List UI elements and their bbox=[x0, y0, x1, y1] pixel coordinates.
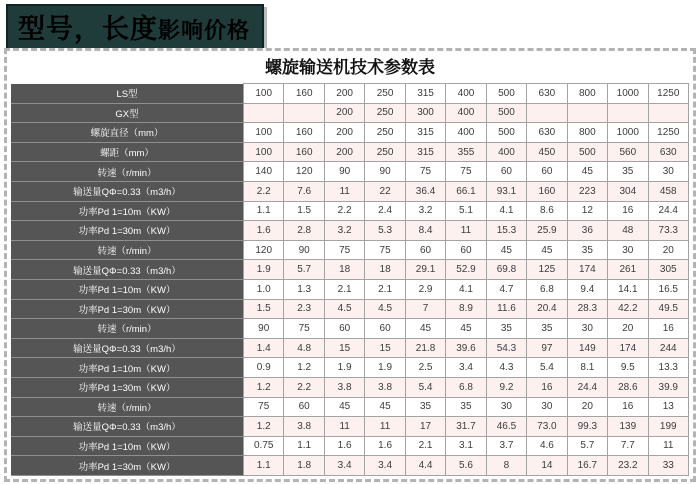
value-cell: 13.3 bbox=[648, 358, 688, 378]
value-cell: 8.4 bbox=[405, 221, 445, 241]
value-cell: 250 bbox=[365, 84, 405, 104]
row-label-cell: 转速（r/min） bbox=[11, 240, 244, 260]
banner-main-text: 型号，长度 bbox=[18, 14, 158, 44]
value-cell: 1.5 bbox=[284, 201, 324, 221]
value-cell: 500 bbox=[486, 123, 526, 143]
value-cell: 500 bbox=[567, 142, 607, 162]
value-cell: 1.9 bbox=[324, 358, 364, 378]
value-cell: 8.9 bbox=[446, 299, 486, 319]
value-cell: 160 bbox=[284, 142, 324, 162]
value-cell: 125 bbox=[527, 260, 567, 280]
value-cell: 60 bbox=[324, 319, 364, 339]
value-cell: 48 bbox=[608, 221, 648, 241]
value-cell: 16 bbox=[648, 319, 688, 339]
value-cell: 1.1 bbox=[284, 436, 324, 456]
value-cell: 35 bbox=[527, 319, 567, 339]
value-cell: 35 bbox=[486, 319, 526, 339]
value-cell: 1.2 bbox=[244, 417, 284, 437]
value-cell: 120 bbox=[244, 240, 284, 260]
value-cell: 4.4 bbox=[405, 456, 445, 476]
row-label-cell: 功率Pd 1=30m（KW） bbox=[11, 377, 244, 397]
value-cell: 1.2 bbox=[244, 377, 284, 397]
value-cell: 13 bbox=[648, 397, 688, 417]
value-cell: 9.2 bbox=[486, 377, 526, 397]
value-cell: 66.1 bbox=[446, 181, 486, 201]
value-cell: 3.4 bbox=[324, 456, 364, 476]
value-cell: 4.8 bbox=[284, 338, 324, 358]
value-cell: 223 bbox=[567, 181, 607, 201]
value-cell bbox=[648, 103, 688, 123]
value-cell: 2.2 bbox=[284, 377, 324, 397]
row-label-cell: 转速（r/min） bbox=[11, 319, 244, 339]
value-cell: 45 bbox=[486, 240, 526, 260]
value-cell: 5.4 bbox=[527, 358, 567, 378]
parameters-table bbox=[11, 83, 689, 476]
value-cell: 140 bbox=[244, 162, 284, 182]
value-cell: 160 bbox=[284, 123, 324, 143]
value-cell: 3.8 bbox=[324, 377, 364, 397]
value-cell: 97 bbox=[527, 338, 567, 358]
value-cell: 60 bbox=[365, 319, 405, 339]
value-cell: 49.5 bbox=[648, 299, 688, 319]
banner-sub-text: 影响价格 bbox=[158, 18, 251, 43]
value-cell: 14.1 bbox=[608, 279, 648, 299]
table-row bbox=[11, 84, 689, 104]
value-cell: 30 bbox=[486, 397, 526, 417]
value-cell: 4.7 bbox=[486, 279, 526, 299]
value-cell: 20 bbox=[567, 397, 607, 417]
value-cell: 250 bbox=[365, 103, 405, 123]
value-cell: 90 bbox=[244, 319, 284, 339]
row-label-cell: LS型 bbox=[11, 84, 244, 104]
value-cell: 8.6 bbox=[527, 201, 567, 221]
value-cell: 90 bbox=[365, 162, 405, 182]
value-cell: 28.3 bbox=[567, 299, 607, 319]
value-cell: 200 bbox=[324, 142, 364, 162]
value-cell: 5.7 bbox=[567, 436, 607, 456]
table-title: 螺旋输送机技术参数表 bbox=[265, 58, 435, 77]
value-cell: 1.5 bbox=[244, 299, 284, 319]
value-cell: 31.7 bbox=[446, 417, 486, 437]
value-cell: 42.2 bbox=[608, 299, 648, 319]
value-cell: 99.3 bbox=[567, 417, 607, 437]
value-cell: 5.3 bbox=[365, 221, 405, 241]
value-cell: 0.9 bbox=[244, 358, 284, 378]
value-cell: 16 bbox=[608, 201, 648, 221]
value-cell: 2.5 bbox=[405, 358, 445, 378]
value-cell: 800 bbox=[567, 84, 607, 104]
row-label-cell: 功率Pd 1=30m（KW） bbox=[11, 456, 244, 476]
parameters-table-body bbox=[11, 84, 689, 476]
value-cell: 7 bbox=[405, 299, 445, 319]
value-cell: 11 bbox=[324, 417, 364, 437]
value-cell: 100 bbox=[244, 84, 284, 104]
value-cell: 174 bbox=[608, 338, 648, 358]
value-cell: 75 bbox=[324, 240, 364, 260]
row-label-cell: 输送量QΦ=0.33（m3/h） bbox=[11, 417, 244, 437]
value-cell: 1.1 bbox=[244, 201, 284, 221]
value-cell: 4.1 bbox=[486, 201, 526, 221]
value-cell: 305 bbox=[648, 260, 688, 280]
table-row bbox=[11, 279, 689, 299]
value-cell: 1.0 bbox=[244, 279, 284, 299]
value-cell: 15 bbox=[324, 338, 364, 358]
value-cell: 244 bbox=[648, 338, 688, 358]
value-cell: 69.8 bbox=[486, 260, 526, 280]
table-row bbox=[11, 397, 689, 417]
value-cell: 60 bbox=[486, 162, 526, 182]
value-cell: 149 bbox=[567, 338, 607, 358]
value-cell: 11 bbox=[365, 417, 405, 437]
value-cell: 304 bbox=[608, 181, 648, 201]
value-cell: 500 bbox=[486, 84, 526, 104]
value-cell: 4.3 bbox=[486, 358, 526, 378]
row-label-cell: 功率Pd 1=10m（KW） bbox=[11, 358, 244, 378]
value-cell: 261 bbox=[608, 260, 648, 280]
table-row bbox=[11, 142, 689, 162]
value-cell: 1250 bbox=[648, 84, 688, 104]
value-cell: 100 bbox=[244, 142, 284, 162]
value-cell: 75 bbox=[405, 162, 445, 182]
value-cell: 4.6 bbox=[527, 436, 567, 456]
value-cell: 30 bbox=[527, 397, 567, 417]
value-cell: 33 bbox=[648, 456, 688, 476]
value-cell: 1.9 bbox=[365, 358, 405, 378]
value-cell: 0.75 bbox=[244, 436, 284, 456]
row-label-cell: 转速（r/min） bbox=[11, 162, 244, 182]
value-cell: 45 bbox=[567, 162, 607, 182]
row-label-cell: 输送量QΦ=0.33（m3/h） bbox=[11, 181, 244, 201]
value-cell: 14 bbox=[527, 456, 567, 476]
value-cell: 24.4 bbox=[648, 201, 688, 221]
value-cell: 160 bbox=[284, 84, 324, 104]
value-cell bbox=[244, 103, 284, 123]
value-cell bbox=[284, 103, 324, 123]
value-cell: 2.8 bbox=[284, 221, 324, 241]
value-cell: 199 bbox=[648, 417, 688, 437]
value-cell: 60 bbox=[446, 240, 486, 260]
value-cell: 3.4 bbox=[446, 358, 486, 378]
value-cell: 45 bbox=[365, 397, 405, 417]
value-cell: 120 bbox=[284, 162, 324, 182]
value-cell: 45 bbox=[527, 240, 567, 260]
row-label-cell: 输送量QΦ=0.33（m3/h） bbox=[11, 260, 244, 280]
table-row bbox=[11, 103, 689, 123]
value-cell: 46.5 bbox=[486, 417, 526, 437]
value-cell: 560 bbox=[608, 142, 648, 162]
value-cell: 15 bbox=[365, 338, 405, 358]
promo-banner bbox=[6, 4, 264, 51]
value-cell: 7.7 bbox=[608, 436, 648, 456]
value-cell: 2.4 bbox=[365, 201, 405, 221]
value-cell bbox=[527, 103, 567, 123]
value-cell: 16 bbox=[608, 397, 648, 417]
table-row bbox=[11, 436, 689, 456]
value-cell: 315 bbox=[405, 142, 445, 162]
value-cell: 2.2 bbox=[324, 201, 364, 221]
value-cell: 21.8 bbox=[405, 338, 445, 358]
value-cell: 16.7 bbox=[567, 456, 607, 476]
value-cell: 1.9 bbox=[244, 260, 284, 280]
value-cell: 315 bbox=[405, 123, 445, 143]
value-cell: 75 bbox=[365, 240, 405, 260]
row-label-cell: 功率Pd 1=10m（KW） bbox=[11, 279, 244, 299]
value-cell: 36 bbox=[567, 221, 607, 241]
value-cell: 400 bbox=[446, 84, 486, 104]
table-row bbox=[11, 319, 689, 339]
value-cell: 35 bbox=[567, 240, 607, 260]
value-cell: 5.1 bbox=[446, 201, 486, 221]
value-cell: 2.2 bbox=[244, 181, 284, 201]
value-cell: 45 bbox=[324, 397, 364, 417]
value-cell: 35 bbox=[405, 397, 445, 417]
value-cell bbox=[567, 103, 607, 123]
value-cell: 3.1 bbox=[446, 436, 486, 456]
value-cell: 73.0 bbox=[527, 417, 567, 437]
value-cell: 630 bbox=[527, 123, 567, 143]
value-cell: 400 bbox=[446, 103, 486, 123]
row-label-cell: 输送量QΦ=0.33（m3/h） bbox=[11, 338, 244, 358]
value-cell: 355 bbox=[446, 142, 486, 162]
value-cell: 39.9 bbox=[648, 377, 688, 397]
value-cell: 2.1 bbox=[365, 279, 405, 299]
value-cell: 28.6 bbox=[608, 377, 648, 397]
value-cell: 2.3 bbox=[284, 299, 324, 319]
value-cell: 200 bbox=[324, 123, 364, 143]
value-cell: 6.8 bbox=[527, 279, 567, 299]
value-cell: 2.1 bbox=[324, 279, 364, 299]
value-cell: 1.6 bbox=[324, 436, 364, 456]
value-cell bbox=[608, 103, 648, 123]
value-cell: 8.1 bbox=[567, 358, 607, 378]
value-cell: 45 bbox=[405, 319, 445, 339]
value-cell: 1000 bbox=[608, 123, 648, 143]
value-cell: 1.6 bbox=[365, 436, 405, 456]
value-cell: 16.5 bbox=[648, 279, 688, 299]
value-cell: 30 bbox=[648, 162, 688, 182]
value-cell: 12 bbox=[567, 201, 607, 221]
row-label-cell: GX型 bbox=[11, 103, 244, 123]
value-cell: 54.3 bbox=[486, 338, 526, 358]
table-row bbox=[11, 338, 689, 358]
value-cell: 200 bbox=[324, 84, 364, 104]
value-cell: 200 bbox=[324, 103, 364, 123]
value-cell: 22 bbox=[365, 181, 405, 201]
value-cell: 23.2 bbox=[608, 456, 648, 476]
value-cell: 1250 bbox=[648, 123, 688, 143]
spec-sheet bbox=[4, 48, 696, 482]
table-row bbox=[11, 181, 689, 201]
value-cell: 630 bbox=[527, 84, 567, 104]
value-cell: 1.2 bbox=[284, 358, 324, 378]
value-cell: 3.2 bbox=[324, 221, 364, 241]
value-cell: 18 bbox=[365, 260, 405, 280]
value-cell: 3.4 bbox=[365, 456, 405, 476]
table-row bbox=[11, 201, 689, 221]
value-cell: 11 bbox=[648, 436, 688, 456]
value-cell: 60 bbox=[527, 162, 567, 182]
row-label-cell: 功率Pd 1=10m（KW） bbox=[11, 201, 244, 221]
value-cell: 458 bbox=[648, 181, 688, 201]
value-cell: 2.1 bbox=[405, 436, 445, 456]
value-cell: 1.6 bbox=[244, 221, 284, 241]
value-cell: 16 bbox=[527, 377, 567, 397]
value-cell: 4.5 bbox=[324, 299, 364, 319]
value-cell: 29.1 bbox=[405, 260, 445, 280]
value-cell: 39.6 bbox=[446, 338, 486, 358]
value-cell: 1000 bbox=[608, 84, 648, 104]
value-cell: 17 bbox=[405, 417, 445, 437]
table-row bbox=[11, 221, 689, 241]
value-cell: 9.4 bbox=[567, 279, 607, 299]
value-cell: 11 bbox=[446, 221, 486, 241]
value-cell: 100 bbox=[244, 123, 284, 143]
value-cell: 73.3 bbox=[648, 221, 688, 241]
value-cell: 315 bbox=[405, 84, 445, 104]
value-cell: 1.4 bbox=[244, 338, 284, 358]
row-label-cell: 转速（r/min） bbox=[11, 397, 244, 417]
value-cell: 160 bbox=[527, 181, 567, 201]
value-cell: 139 bbox=[608, 417, 648, 437]
value-cell: 18 bbox=[324, 260, 364, 280]
value-cell: 250 bbox=[365, 142, 405, 162]
table-row bbox=[11, 417, 689, 437]
table-row bbox=[11, 299, 689, 319]
value-cell: 3.7 bbox=[486, 436, 526, 456]
value-cell: 2.9 bbox=[405, 279, 445, 299]
value-cell: 52.9 bbox=[446, 260, 486, 280]
value-cell: 93.1 bbox=[486, 181, 526, 201]
value-cell: 5.7 bbox=[284, 260, 324, 280]
value-cell: 75 bbox=[244, 397, 284, 417]
value-cell: 24.4 bbox=[567, 377, 607, 397]
value-cell: 20 bbox=[648, 240, 688, 260]
value-cell: 1.1 bbox=[244, 456, 284, 476]
value-cell: 5.4 bbox=[405, 377, 445, 397]
row-label-cell: 功率Pd 1=30m（KW） bbox=[11, 299, 244, 319]
value-cell: 25.9 bbox=[527, 221, 567, 241]
value-cell: 90 bbox=[324, 162, 364, 182]
value-cell: 174 bbox=[567, 260, 607, 280]
table-row bbox=[11, 162, 689, 182]
value-cell: 400 bbox=[486, 142, 526, 162]
row-label-cell: 螺旋直径（mm） bbox=[11, 123, 244, 143]
value-cell: 3.8 bbox=[284, 417, 324, 437]
value-cell: 30 bbox=[567, 319, 607, 339]
value-cell: 250 bbox=[365, 123, 405, 143]
value-cell: 5.6 bbox=[446, 456, 486, 476]
value-cell: 800 bbox=[567, 123, 607, 143]
row-label-cell: 功率Pd 1=10m（KW） bbox=[11, 436, 244, 456]
value-cell: 11.6 bbox=[486, 299, 526, 319]
value-cell: 500 bbox=[486, 103, 526, 123]
value-cell: 8 bbox=[486, 456, 526, 476]
value-cell: 400 bbox=[446, 123, 486, 143]
value-cell: 1.3 bbox=[284, 279, 324, 299]
table-row bbox=[11, 377, 689, 397]
value-cell: 75 bbox=[284, 319, 324, 339]
value-cell: 30 bbox=[608, 240, 648, 260]
value-cell: 7.6 bbox=[284, 181, 324, 201]
value-cell: 1.8 bbox=[284, 456, 324, 476]
value-cell: 450 bbox=[527, 142, 567, 162]
value-cell: 90 bbox=[284, 240, 324, 260]
table-row bbox=[11, 456, 689, 476]
value-cell: 4.5 bbox=[365, 299, 405, 319]
value-cell: 20 bbox=[608, 319, 648, 339]
table-row bbox=[11, 123, 689, 143]
value-cell: 4.1 bbox=[446, 279, 486, 299]
value-cell: 630 bbox=[648, 142, 688, 162]
value-cell: 36.4 bbox=[405, 181, 445, 201]
value-cell: 75 bbox=[446, 162, 486, 182]
value-cell: 45 bbox=[446, 319, 486, 339]
table-row bbox=[11, 358, 689, 378]
value-cell: 3.2 bbox=[405, 201, 445, 221]
value-cell: 11 bbox=[324, 181, 364, 201]
value-cell: 300 bbox=[405, 103, 445, 123]
value-cell: 20.4 bbox=[527, 299, 567, 319]
table-row bbox=[11, 260, 689, 280]
row-label-cell: 功率Pd 1=30m（KW） bbox=[11, 221, 244, 241]
value-cell: 3.8 bbox=[365, 377, 405, 397]
value-cell: 6.8 bbox=[446, 377, 486, 397]
value-cell: 60 bbox=[284, 397, 324, 417]
value-cell: 60 bbox=[405, 240, 445, 260]
value-cell: 35 bbox=[608, 162, 648, 182]
value-cell: 15.3 bbox=[486, 221, 526, 241]
value-cell: 35 bbox=[446, 397, 486, 417]
row-label-cell: 螺距（mm） bbox=[11, 142, 244, 162]
table-row bbox=[11, 240, 689, 260]
value-cell: 9.5 bbox=[608, 358, 648, 378]
